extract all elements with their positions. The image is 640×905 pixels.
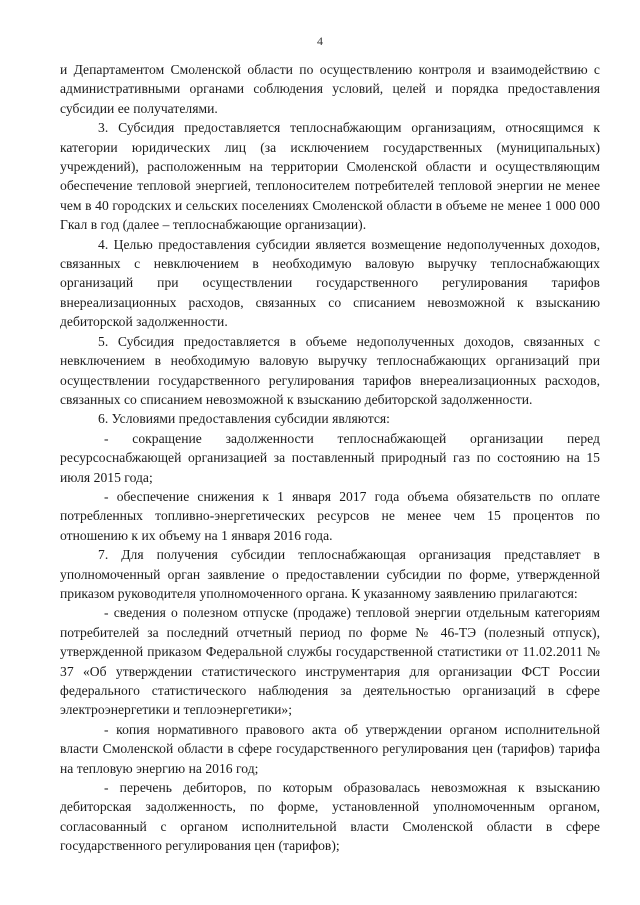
paragraph-6-condition-2: - обеспечение снижения к 1 января 2017 года объема обязательств по оплате потребленных топливно-энергетических ресурсов не менее чем 15 процентов по отношению к их объему на 1 января 2016 года. bbox=[60, 488, 600, 543]
paragraph-6: 6. Условиями предоставления субсидии являются: bbox=[98, 411, 390, 427]
paragraph-6-condition-1: - сокращение задолженности теплоснабжающей организации перед ресурсоснабжающей организацией за поставленный природный газ по состоянию на 15 июля 2015 года; bbox=[60, 430, 600, 485]
page-number: 4 bbox=[317, 34, 323, 48]
paragraph-3: 3. Субсидия предоставляется теплоснабжающим организациям, относящимся к категории юридических лиц (за исключением государственных (муниципальных) учреждений), расположенным на территории Смоленской области и осуществляющим обеспечение тепловой энергией, теплоносителем потребителей тепловой энергии не менее чем в 40 городских и сельских поселениях Смоленской области в объеме не менее 1 000 000 Гкал в год (далее – теплоснабжающие организации). bbox=[60, 120, 600, 233]
document-body bbox=[60, 60, 600, 856]
paragraph-5: 5. Субсидия предоставляется в объеме недополученных доходов, связанных с невключением в необходимую валовую выручку теплоснабжающих организаций при осуществлении государственного регулирования тарифов внереализационных расходов, связанных со списанием невозможной к взысканию дебиторской задолженности. bbox=[60, 333, 600, 407]
paragraph-4: 4. Целью предоставления субсидии является возмещение недополученных доходов, связанных с невключением в необходимую валовую выручку теплоснабжающих организаций при осуществлении государственного регулирования тарифов внереализационных расходов, связанных со списанием невозможной к взысканию дебиторской задолженности. bbox=[60, 236, 600, 330]
paragraph-7-item-1: - сведения о полезном отпуске (продаже) тепловой энергии отдельным категориям потребителей за последний отчетный период по форме № 46-ТЭ (полезный отпуск), утвержденной приказом Федеральной службы государственной статистики от 11.02.2011 № 37 «Об утверждении статистического инструментария для организации ФСТ России федерального статистического наблюдения за деятельностью организаций в сфере электроэнергетики и теплоэнергетики»; bbox=[60, 605, 600, 718]
paragraph-7-item-3: - перечень дебиторов, по которым образовалась невозможная к взысканию дебиторская задолженность, по форме, установленной уполномоченным органом, согласованный с органом исполнительной власти Смоленской области в сфере государственного регулирования цен (тарифов); bbox=[60, 780, 600, 854]
paragraph-7: 7. Для получения субсидии теплоснабжающая организация представляет в уполномоченный орган заявление о предоставлении субсидии по форме, утвержденной приказом руководителя уполномоченного органа. К указанному заявлению прилагаются: bbox=[60, 547, 600, 601]
paragraph-continuation: и Департаментом Смоленской области по осуществлению контроля и взаимодействию с административными органами соблюдения условий, целей и порядка предоставления субсидии ее получателями. bbox=[60, 62, 600, 116]
paragraph-7-item-2: - копия нормативного правового акта об утверждении органом исполнительной власти Смоленской области в сфере государственного регулирования цен (тарифов) тарифа на тепловую энергию на 2016 год; bbox=[60, 721, 600, 776]
